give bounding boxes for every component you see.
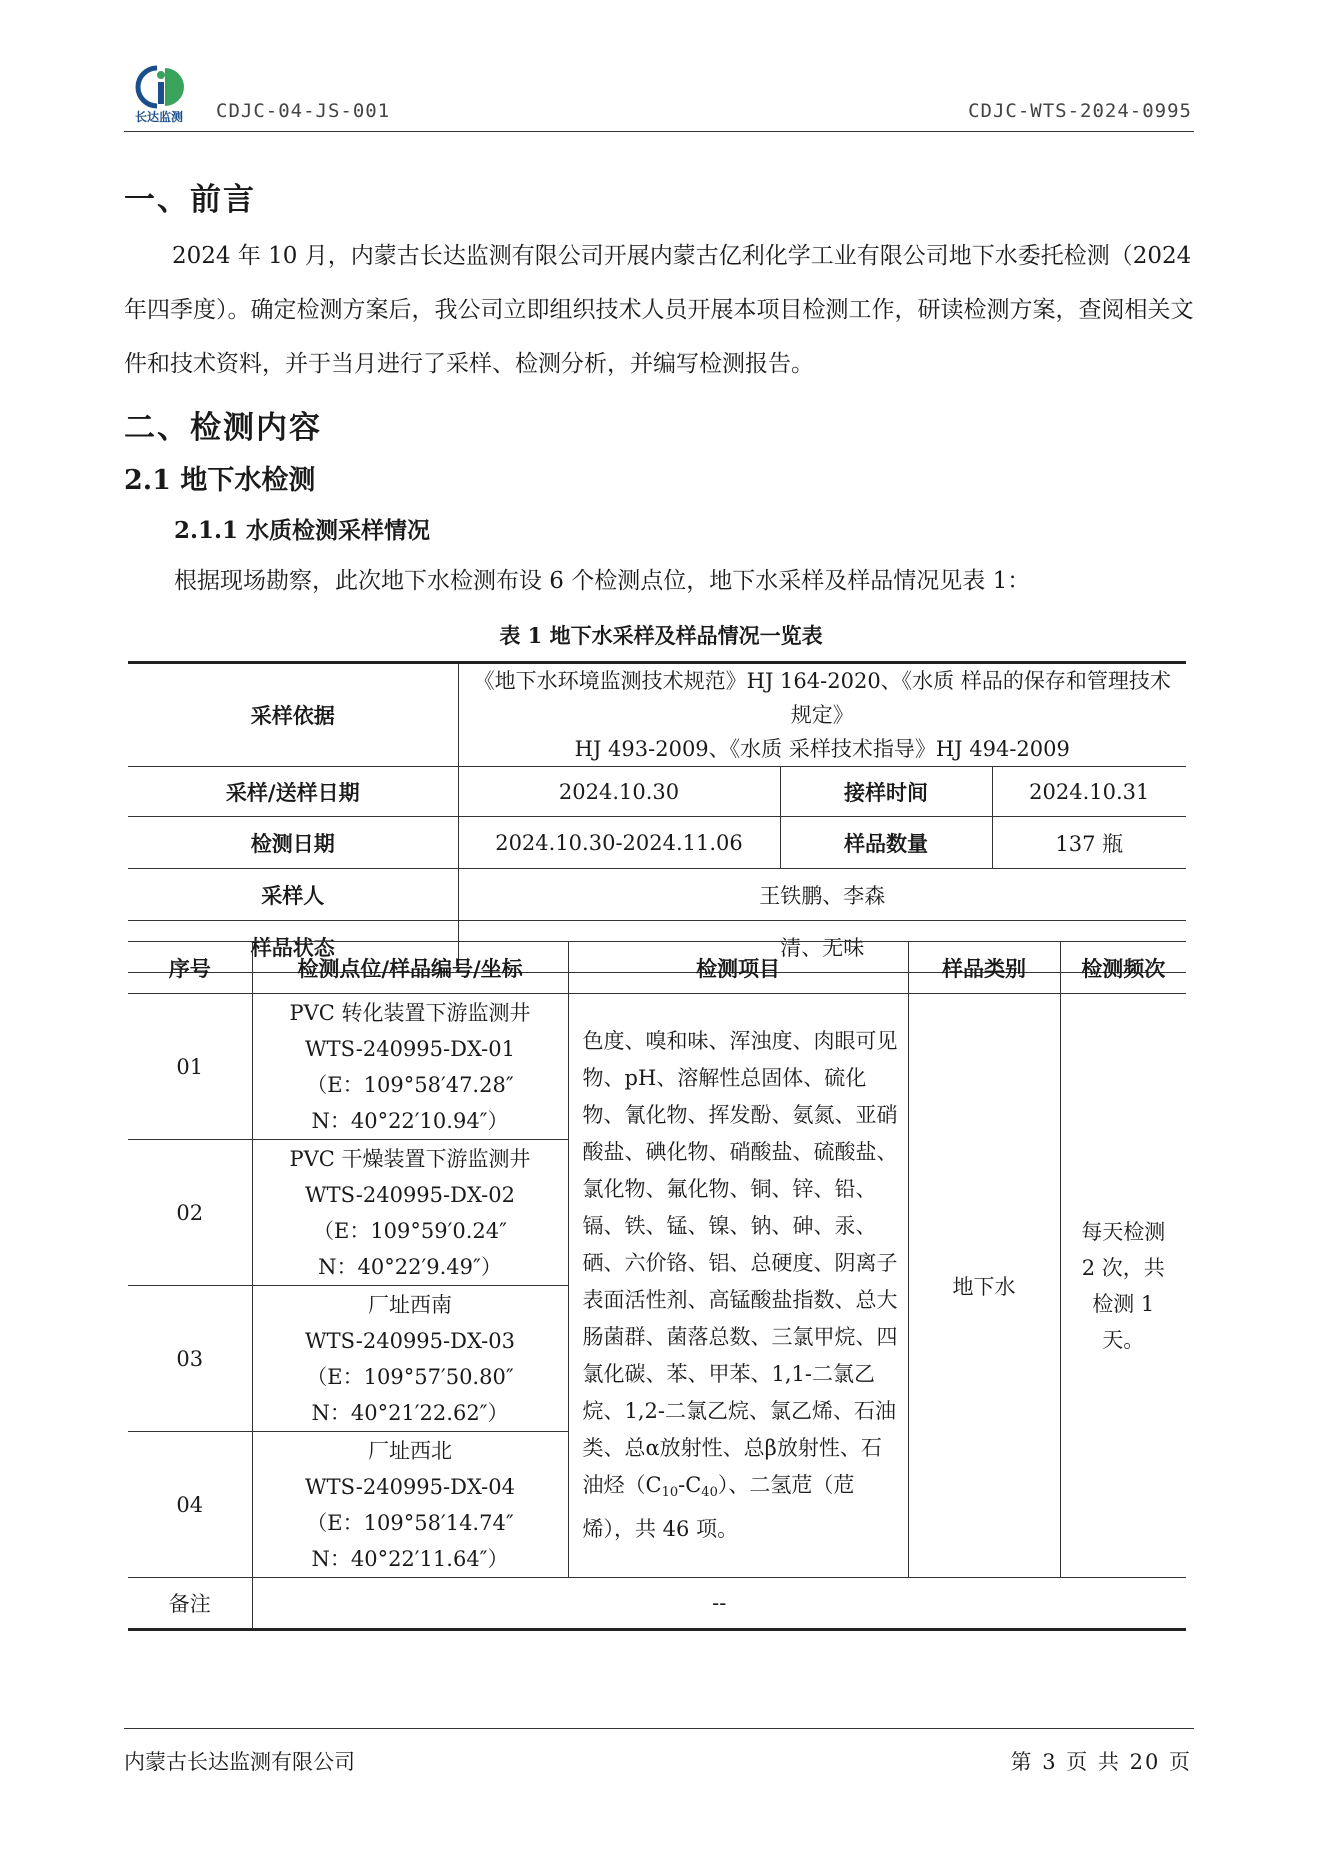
header-no: 序号 [128, 942, 252, 994]
table-row [128, 994, 1186, 1140]
coord-n: N：40°22′11.64″） [311, 1546, 509, 1571]
coord-n: N：40°22′9.49″） [318, 1254, 502, 1279]
sampler-label: 采样人 [128, 869, 458, 921]
table-caption: 表 1 地下水采样及样品情况一览表 [499, 623, 823, 648]
section-2-1-1-title: 2.1.1 水质检测采样情况 [174, 517, 431, 544]
row-no: 02 [128, 1140, 252, 1286]
test-date-value: 2024.10.30-2024.11.06 [458, 817, 780, 869]
sample-code: WTS-240995-DX-03 [305, 1328, 515, 1353]
footer-page-number: 第 3 页 共 20 页 [1010, 1750, 1192, 1774]
receive-time-value: 2024.10.31 [992, 767, 1186, 817]
items-text-mid: -C [678, 1473, 702, 1497]
location-name: PVC 干燥装置下游监测井 [289, 1146, 531, 1171]
section-2-title: 二、检测内容 [124, 410, 322, 446]
doc-code-right: CDJC-WTS-2024-0995 [968, 100, 1192, 122]
sampler-value: 王铁鹏、李森 [458, 869, 1186, 921]
sample-state-label: 样品状态 [128, 921, 458, 973]
logo-text: 长达监测 [135, 110, 184, 124]
section-1-paragraph: 2024 年 10 月，内蒙古长达监测有限公司开展内蒙古亿利化学工业有限公司地下水委托检测（2024 年四季度）。确定检测方案后，我公司立即组织技术人员开展本项目检测工作，研读检测方案，查阅相关文件和技术资料，并于当月进行了采样、检测分析，并编写检测报告。 [124, 243, 1194, 377]
location-name: 厂址西南 [368, 1292, 452, 1317]
logo-mark-icon [135, 64, 197, 110]
doc-code-left: CDJC-04-JS-001 [216, 100, 391, 122]
sample-qty-value: 137 瓶 [992, 817, 1186, 869]
test-date-label: 检测日期 [128, 817, 458, 869]
section-2-1-title: 2.1 地下水检测 [124, 465, 316, 496]
sampling-table [128, 661, 1186, 973]
section-1-title: 一、前言 [124, 182, 256, 218]
basis-line-1: 《地下水环境监测技术规范》HJ 164-2020、《水质 样品的保存和管理技术规定》 [473, 669, 1171, 727]
row-no: 03 [128, 1286, 252, 1432]
header-divider [124, 131, 1194, 132]
items-subscript-1: 10 [661, 1485, 679, 1500]
basis-line-2: HJ 493-2009、《水质 采样技术指导》HJ 494-2009 [574, 737, 1070, 761]
row-location [252, 994, 568, 1140]
remark-value: -- [252, 1578, 1186, 1630]
row-location [252, 1286, 568, 1432]
sample-date-label: 采样/送样日期 [128, 767, 458, 817]
header-location: 检测点位/样品编号/坐标 [252, 942, 568, 994]
basis-value [458, 663, 1186, 767]
location-name: PVC 转化装置下游监测井 [289, 1000, 531, 1025]
row-no: 04 [128, 1432, 252, 1578]
footer-company: 内蒙古长达监测有限公司 [124, 1750, 355, 1774]
items-text: 色度、嗅和味、浑浊度、肉眼可见物、pH、溶解性总固体、硫化物、氰化物、挥发酚、氨氮、亚硝酸盐、碘化物、硝酸盐、硫酸盐、氯化物、氟化物、铜、锌、铅、镉、铁、锰、镍、钠、砷、汞、硒、六价铬、铝、总硬度、阴离子表面活性剂、高锰酸盐指数、总大肠菌群、菌落总数、三氯甲烷、四氯化碳、苯、甲苯、1,1-二氯乙烷、1,2-二氯乙烷、氯乙烯、石油类、总α放射性、总β放射性、石油烃（C [582, 1029, 898, 1497]
coord-e: （E：109°58′47.28″ [306, 1072, 514, 1097]
sample-date-value: 2024.10.30 [458, 767, 780, 817]
items-subscript-2: 40 [701, 1485, 718, 1500]
basis-label: 采样依据 [128, 663, 458, 767]
receive-time-label: 接样时间 [780, 767, 992, 817]
sample-code: WTS-240995-DX-02 [305, 1182, 515, 1207]
sample-code: WTS-240995-DX-01 [305, 1036, 515, 1061]
row-location [252, 1140, 568, 1286]
sample-code: WTS-240995-DX-04 [305, 1474, 515, 1499]
items-text-end: ）、二氢苊（苊烯），共 46 项。 [582, 1473, 855, 1541]
sample-type: 地下水 [908, 994, 1060, 1578]
footer-divider [124, 1728, 1194, 1729]
row-location [252, 1432, 568, 1578]
test-items [568, 994, 908, 1578]
row-no: 01 [128, 994, 252, 1140]
header-items: 检测项目 [568, 942, 908, 994]
sample-qty-label: 样品数量 [780, 817, 992, 869]
sample-state-value: 清、无味 [458, 921, 1186, 973]
monitoring-points-table [128, 941, 1186, 1631]
header-type: 样品类别 [908, 942, 1060, 994]
coord-e: （E：109°58′14.74″ [306, 1510, 514, 1535]
test-frequency: 每天检测 2 次，共检测 1 天。 [1060, 994, 1186, 1578]
section-2-1-1-paragraph: 根据现场勘察，此次地下水检测布设 6 个检测点位，地下水采样及样品情况见表 1： [174, 568, 1031, 594]
coord-e: （E：109°57′50.80″ [306, 1364, 514, 1389]
header-frequency: 检测频次 [1060, 942, 1186, 994]
remark-label: 备注 [128, 1578, 252, 1630]
coord-e: （E：109°59′0.24″ [312, 1218, 507, 1243]
coord-n: N：40°22′10.94″） [311, 1108, 509, 1133]
location-name: 厂址西北 [368, 1438, 452, 1463]
coord-n: N：40°21′22.62″） [311, 1400, 509, 1425]
